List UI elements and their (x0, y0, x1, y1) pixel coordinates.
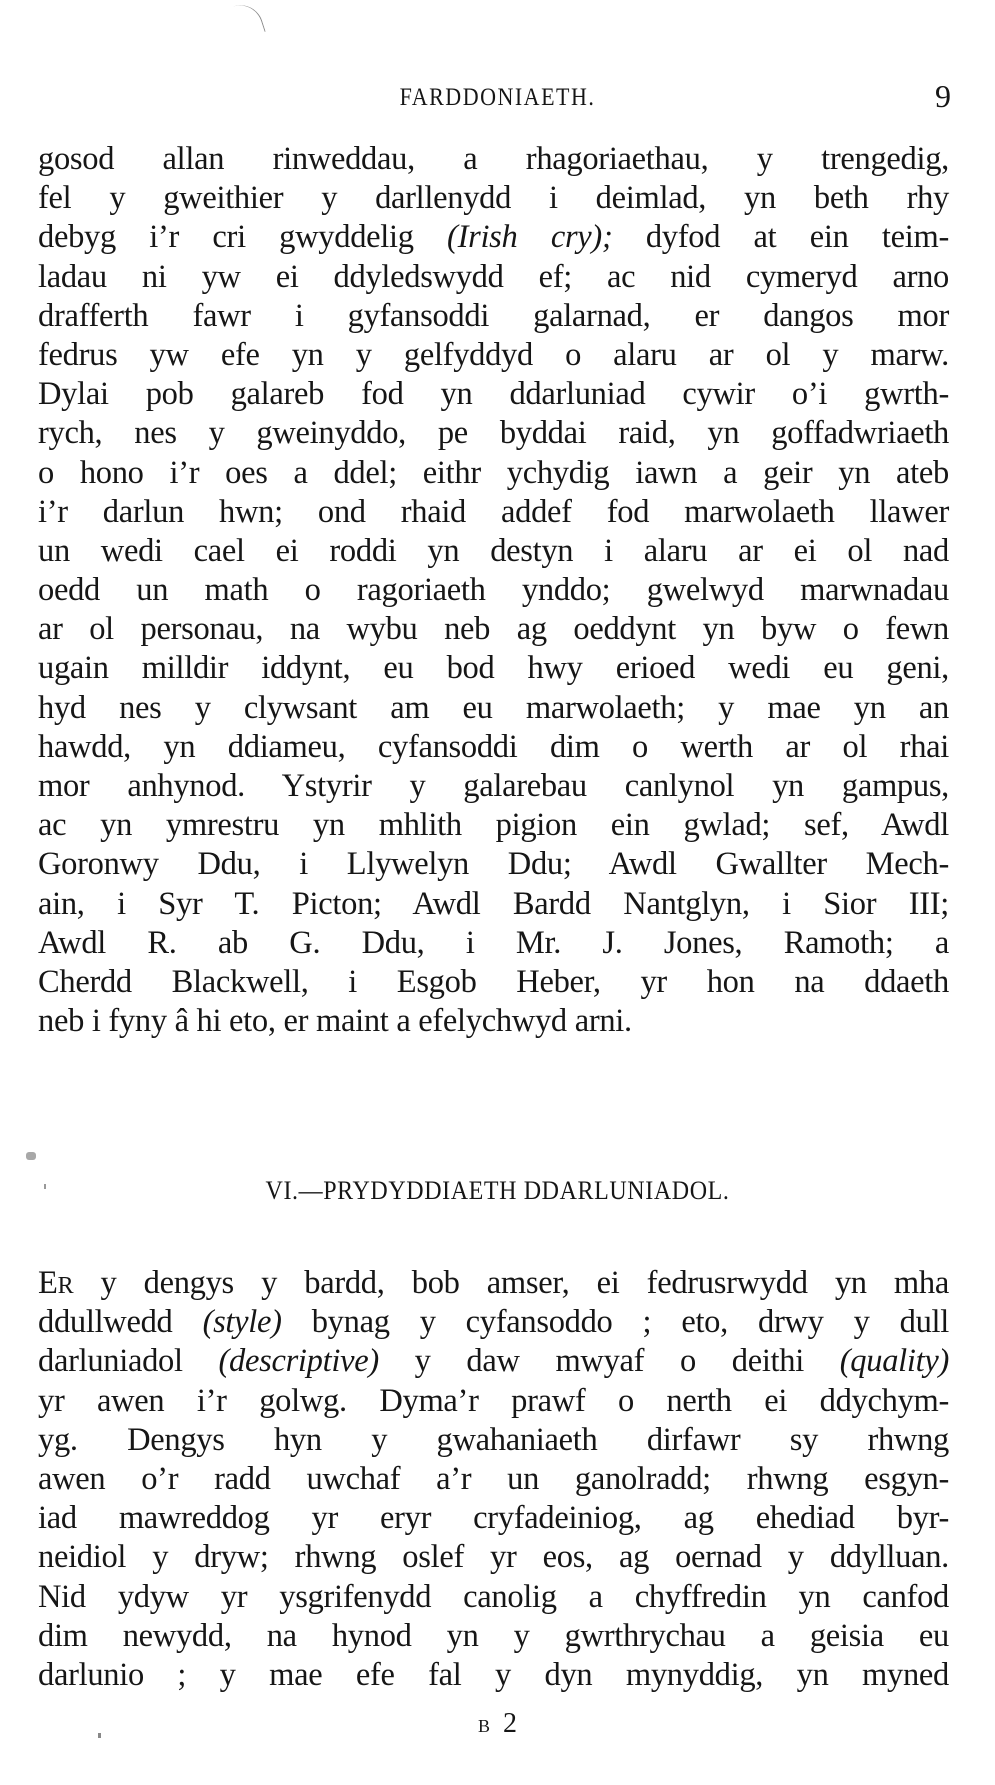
text-line: neidiol y dryw; rhwng oslef yr eos, ag oernad y ddylluan. (38, 1539, 949, 1576)
text-line (38, 1264, 949, 1303)
text-segment: darluniadol (38, 1343, 219, 1380)
running-title: FARDDONIAETH. (399, 82, 596, 111)
text-segment: y daw mwyaf o deithi (378, 1343, 840, 1380)
ink-mark (233, 0, 265, 39)
text-segment: ddullwedd (38, 1304, 203, 1341)
text-line: neb i fyny â hi eto, er maint a efelychwyd arni. (38, 1003, 632, 1040)
paragraph-elegy (38, 140, 949, 1041)
text-line (38, 1342, 949, 1381)
signature-letter: B (477, 1716, 491, 1736)
text-line: drafferth fawr i gyfansoddi galarnad, er dangos mor (38, 297, 949, 334)
text-line: ar ol personau, na wybu neb ag oeddynt yn byw o fewn (38, 611, 949, 648)
paragraph-descriptive-poetry (38, 1264, 949, 1695)
section-heading: VI.—PRYDYDDIAETH DDARLUNIADOL. (265, 1176, 730, 1206)
text-line: iad mawreddog yr eryr cryfadeiniog, ag ehediad byr- (38, 1500, 949, 1537)
text-line: gosod allan rinweddau, a rhagoriaethau, y trengedig, (38, 141, 949, 177)
text-line: hawdd, yn ddiameu, cyfansoddi dim o werth ar ol rhai (38, 728, 949, 765)
text-line: un wedi cael ei roddi yn destyn i alaru ar ei ol nad (38, 532, 949, 569)
text-line: awen o’r radd uwchaf a’r un ganolradd; rhwng esgyn- (38, 1460, 949, 1497)
text-segment: bynag y cyfansoddo ; eto, drwy y dull (281, 1304, 949, 1341)
small-capital: R (57, 1273, 74, 1299)
printer-signature (0, 1708, 995, 1740)
text-segment: debyg i’r cri gwyddelig (38, 219, 448, 256)
text-line: ladau ni yw ei ddyledswydd ef; ac nid cymeryd arno (38, 258, 949, 295)
text-line (38, 218, 949, 257)
text-line: yg. Dengys hyn y gwahaniaeth dirfawr sy rhwng (38, 1421, 949, 1458)
text-line: yr awen i’r golwg. Dyma’r prawf o nerth ei ddychym- (38, 1382, 949, 1419)
text-line: i’r darlun hwn; ond rhaid addef fod marwolaeth llawer (38, 493, 949, 530)
text-line: fel y gweithier y darllenydd i deimlad, yn beth rhy (38, 180, 949, 217)
signature-number: 2 (503, 1708, 517, 1739)
text-line (38, 1303, 949, 1342)
text-line: o hono i’r oes a ddel; eithr ychydig iawn a geir yn ateb (38, 454, 949, 491)
text-line: rych, nes y gweinyddo, pe byddai raid, yn goffadwriaeth (38, 415, 949, 452)
italic-term: (descriptive) (218, 1343, 379, 1380)
text-line: mor anhynod. Ystyrir y galarebau canlynol yn gampus, (38, 768, 949, 804)
text-line: Goronwy Ddu, i Llywelyn Ddu; Awdl Gwallter Mech- (38, 846, 949, 883)
text-line: darlunio ; y mae efe fal y dyn mynyddig, yn myned (38, 1656, 949, 1693)
text-line: Awdl R. ab G. Ddu, i Mr. J. Jones, Ramoth; a (38, 924, 949, 961)
ink-mark (26, 1152, 36, 1160)
text-line: ac yn ymrestru yn mhlith pigion ein gwlad; sef, Awdl (38, 807, 949, 844)
text-line: oedd un math o ragoriaeth ynddo; gwelwyd marwnadau (38, 572, 949, 609)
text-line: ugain milldir iddynt, eu bod hwy erioed wedi eu geni, (38, 650, 949, 687)
italic-term: (quality) (839, 1343, 949, 1380)
initial-capital: E (38, 1265, 58, 1301)
text-line: ain, i Syr T. Picton; Awdl Bardd Nantglyn, i Sior III; (38, 885, 949, 922)
italic-term: (style) (202, 1304, 282, 1341)
text-line: fedrus yw efe yn y gelfyddyd o alaru ar ol y marw. (38, 336, 949, 373)
text-line: hyd nes y clywsant am eu marwolaeth; y mae yn an (38, 689, 949, 726)
text-line: Nid ydyw yr ysgrifenydd canolig a chyffredin yn canfod (38, 1578, 949, 1615)
text-segment: y dengys y bardd, bob amser, ei fedrusrwydd yn mha (73, 1265, 949, 1301)
text-line: dim newydd, na hynod yn y gwrthrychau a geisia eu (38, 1617, 949, 1654)
page-number: 9 (935, 78, 951, 114)
text-segment: dyfod at ein teim- (612, 219, 950, 256)
italic-term: (Irish cry); (447, 219, 613, 256)
text-line: Dylai pob galareb fod yn ddarluniad cywir o’i gwrth- (38, 376, 949, 413)
text-line: Cherdd Blackwell, i Esgob Heber, yr hon na ddaeth (38, 963, 949, 1000)
running-head (0, 72, 995, 112)
